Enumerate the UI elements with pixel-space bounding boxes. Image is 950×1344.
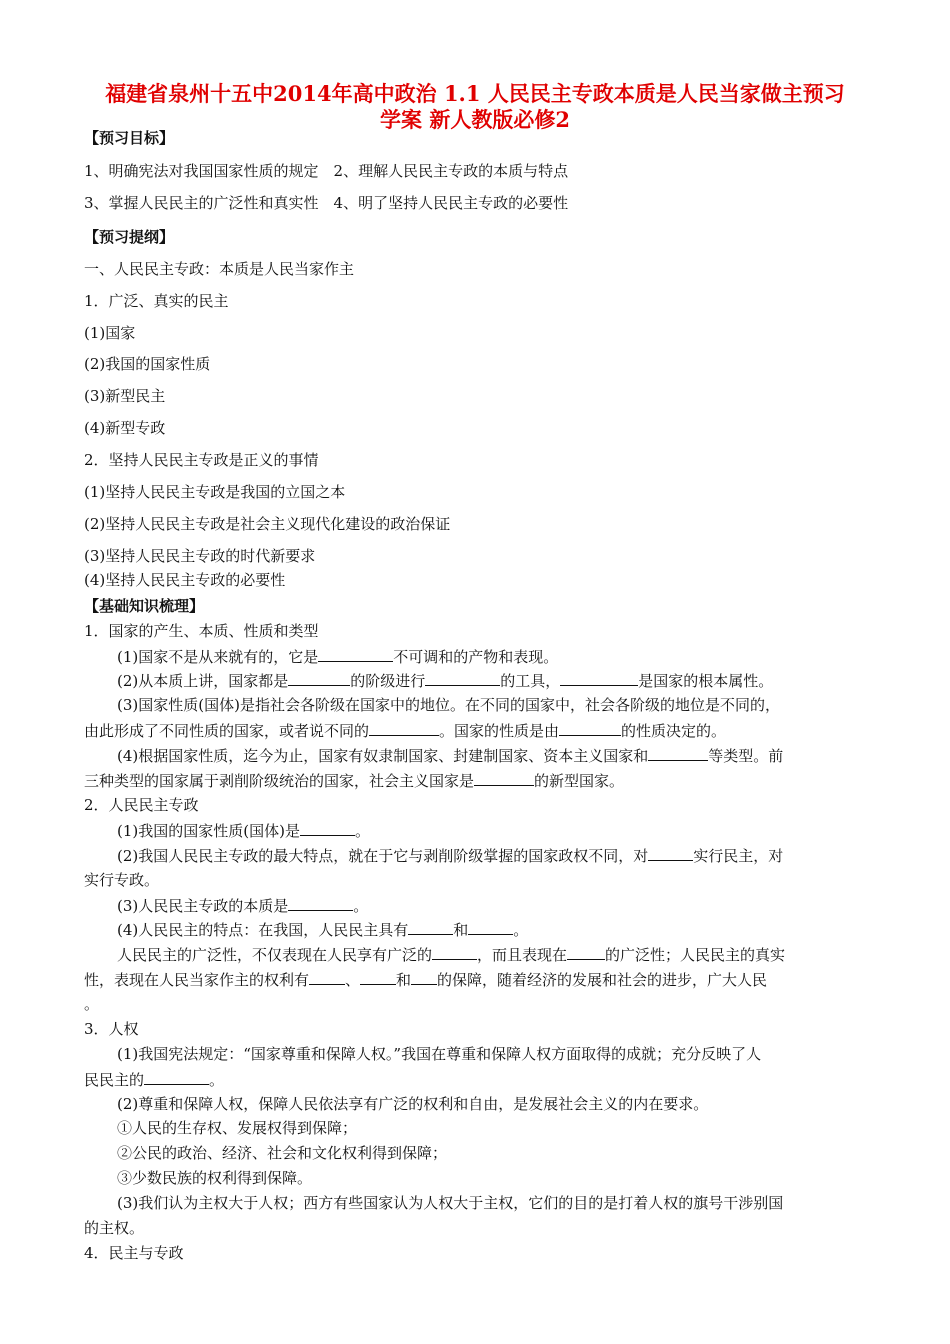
section-2-title: 2．人民民主专政 — [84, 796, 199, 814]
fill-blank[interactable] — [474, 770, 534, 786]
goal-line-2: 3、掌握人民民主的广泛性和真实性 4、明了坚持人民民主专政的必要性 — [84, 194, 569, 212]
text-segment: 人民民主的广泛性，不仅表现在人民享有广泛的 — [117, 946, 433, 964]
outline-item: (1)国家 — [84, 324, 136, 342]
s1-paragraph-4a — [117, 745, 783, 766]
basics-heading: 【基础知识梳理】 — [84, 597, 205, 615]
fill-blank[interactable] — [369, 720, 439, 736]
fill-blank[interactable] — [425, 670, 500, 686]
text-segment: 性，表现在人民当家作主的权利有 — [84, 971, 310, 989]
s2-paragraph-5b — [84, 969, 767, 990]
outline-item: (2)坚持人民民主专政是社会主义现代化建设的政治保证 — [84, 515, 451, 533]
fill-blank[interactable] — [360, 969, 396, 985]
fill-blank[interactable] — [408, 919, 453, 935]
s3-paragraph-2: (2)尊重和保障人权，保障人民依法享有广泛的权利和自由，是发展社会主义的内在要求。 — [117, 1095, 709, 1113]
text-segment: 等类型。前 — [708, 747, 784, 765]
s1-paragraph-3a: (3)国家性质(国体)是指社会各阶级在国家中的地位。在不同的国家中，社会各阶级的地位是不同的， — [117, 696, 780, 714]
text-segment: 的性质决定的。 — [621, 722, 727, 740]
s2-paragraph-2b: 实行专政。 — [84, 871, 160, 889]
s2-paragraph-1 — [117, 820, 370, 841]
section-4-title: 4．民主与专政 — [84, 1244, 184, 1262]
s2-paragraph-3 — [117, 895, 368, 916]
outline-item: 1．广泛、真实的民主 — [84, 292, 229, 310]
outline-section-title: 一、人民民主专政：本质是人民当家作主 — [84, 260, 355, 278]
fill-blank[interactable] — [144, 1069, 209, 1085]
s3-paragraph-3a: (3)我们认为主权大于人权；西方有些国家认为人权大于主权，它们的目的是打着人权的旗号干涉别国 — [117, 1194, 784, 1212]
fill-blank[interactable] — [309, 969, 345, 985]
text-segment: 。国家的性质是由 — [439, 722, 560, 740]
fill-blank[interactable] — [288, 895, 353, 911]
text-segment: 由此形成了不同性质的国家，或者说不同的 — [84, 722, 370, 740]
fill-blank[interactable] — [318, 646, 393, 662]
fill-blank[interactable] — [560, 670, 638, 686]
text-segment: 是国家的根本属性。 — [638, 672, 774, 690]
goal-line-1: 1、明确宪法对我国国家性质的规定 2、理解人民民主专政的本质与特点 — [84, 162, 569, 180]
document-title-line-2: 学案 新人教版必修2 — [380, 107, 570, 132]
s3-paragraph-3b: 的主权。 — [84, 1219, 145, 1237]
text-segment: 的新型国家。 — [534, 772, 625, 790]
text-segment: 的保障，随着经济的发展和社会的进步，广大人民 — [437, 971, 768, 989]
s3-list-item-2: ②公民的政治、经济、社会和文化权利得到保障； — [117, 1144, 448, 1162]
section-3-title: 3．人权 — [84, 1020, 139, 1038]
s1-paragraph-3b — [84, 720, 726, 741]
outline-heading: 【预习提纲】 — [84, 228, 175, 246]
fill-blank[interactable] — [567, 944, 605, 960]
text-segment: 。 — [354, 822, 370, 840]
text-segment: ，而且表现在 — [477, 946, 568, 964]
text-segment: 、 — [345, 971, 361, 989]
s3-paragraph-1a: (1)我国宪法规定：“国家尊重和保障人权。”我国在尊重和保障人权方面取得的成就；充分反映了人 — [117, 1045, 762, 1063]
s2-paragraph-2a — [117, 845, 783, 866]
text-segment: 的工具， — [500, 672, 561, 690]
s1-paragraph-2 — [117, 670, 773, 691]
text-segment: (4)人民民主的特点：在我国，人民民主具有 — [117, 921, 409, 939]
text-segment: 。 — [353, 897, 369, 915]
outline-item: (4)坚持人民民主专政的必要性 — [84, 571, 286, 589]
fill-blank[interactable] — [300, 820, 355, 836]
fill-blank[interactable] — [648, 845, 693, 861]
s3-list-item-3: ③少数民族的权利得到保障。 — [117, 1169, 313, 1187]
outline-item: (3)坚持人民民主专政的时代新要求 — [84, 547, 316, 565]
text-segment: (4)根据国家性质，迄今为止，国家有奴隶制国家、封建制国家、资本主义国家和 — [117, 747, 649, 765]
text-segment: 和 — [396, 971, 412, 989]
fill-blank[interactable] — [432, 944, 477, 960]
s2-paragraph-5a — [117, 944, 785, 965]
s3-paragraph-1b — [84, 1069, 224, 1090]
text-segment: (1)我国的国家性质(国体)是 — [117, 822, 300, 840]
fill-blank[interactable] — [559, 720, 621, 736]
text-segment: 的广泛性；人民民主的真实 — [605, 946, 786, 964]
text-segment: 和 — [453, 921, 469, 939]
text-segment: 。 — [209, 1071, 225, 1089]
text-segment: 的阶级进行 — [350, 672, 426, 690]
text-segment: (1)国家不是从来就有的，它是 — [117, 648, 319, 666]
text-segment: 民民主的 — [84, 1071, 145, 1089]
outline-item: (2)我国的国家性质 — [84, 355, 211, 373]
text-segment: (2)我国人民民主专政的最大特点，就在于它与剥削阶级掌握的国家政权不同，对 — [117, 847, 649, 865]
s1-paragraph-1 — [117, 646, 558, 667]
s1-paragraph-4b — [84, 770, 624, 791]
fill-blank[interactable] — [288, 670, 350, 686]
outline-item: (1)坚持人民民主专政是我国的立国之本 — [84, 483, 346, 501]
section-1-title: 1．国家的产生、本质、性质和类型 — [84, 622, 319, 640]
text-segment: (2)从本质上讲，国家都是 — [117, 672, 289, 690]
fill-blank[interactable] — [468, 919, 513, 935]
text-segment: 不可调和的产物和表现。 — [393, 648, 559, 666]
s2-paragraph-5c: 。 — [84, 995, 100, 1013]
fill-blank[interactable] — [411, 969, 437, 985]
outline-item: 2．坚持人民民主专政是正义的事情 — [84, 451, 319, 469]
outline-item: (3)新型民主 — [84, 387, 166, 405]
text-segment: 。 — [513, 921, 529, 939]
text-segment: (3)人民民主专政的本质是 — [117, 897, 289, 915]
s2-paragraph-4 — [117, 919, 528, 940]
document-title-line-1: 福建省泉州十五中2014年高中政治 1.1 人民民主专政本质是人民当家做主预习 — [105, 81, 845, 106]
s3-list-item-1: ①人民的生存权、发展权得到保障； — [117, 1119, 358, 1137]
outline-item: (4)新型专政 — [84, 419, 166, 437]
fill-blank[interactable] — [648, 745, 708, 761]
text-segment: 实行民主，对 — [693, 847, 784, 865]
text-segment: 三种类型的国家属于剥削阶级统治的国家，社会主义国家是 — [84, 772, 475, 790]
goals-heading: 【预习目标】 — [84, 129, 175, 147]
